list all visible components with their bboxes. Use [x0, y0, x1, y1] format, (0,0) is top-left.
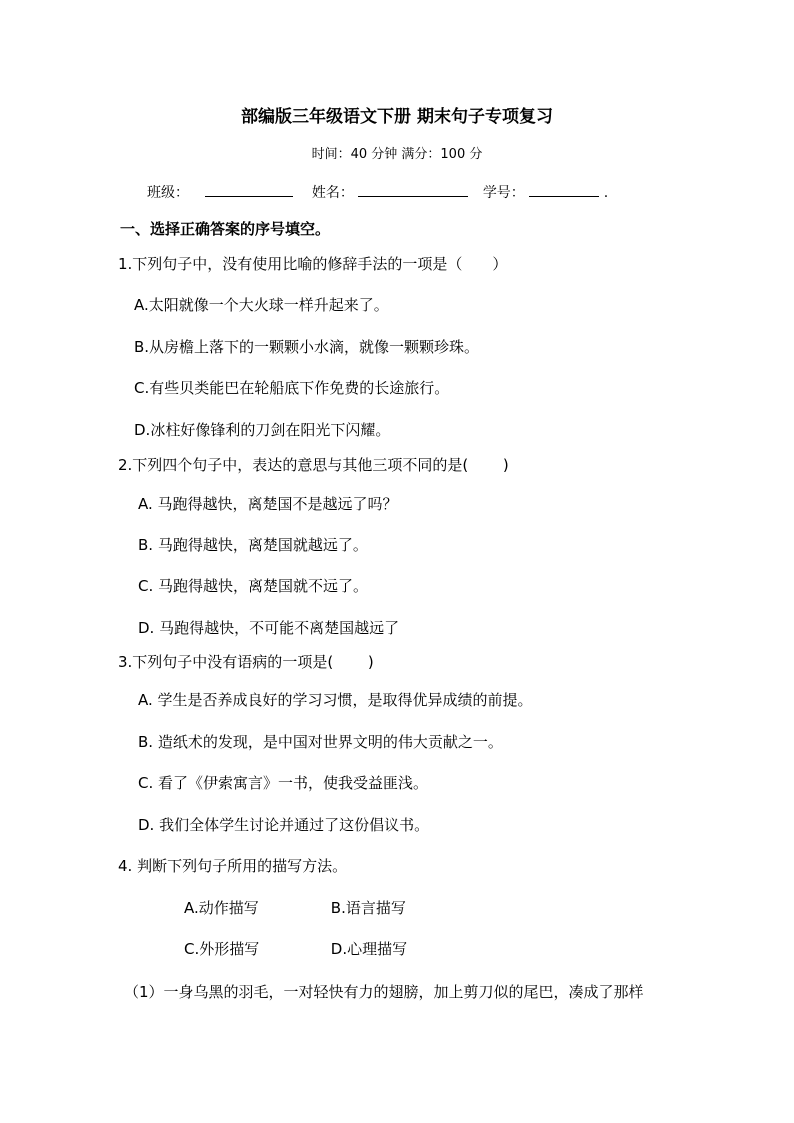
question-4-methods-row-2 — [184, 939, 407, 959]
question-1-stem: 1.下列句子中，没有使用比喻的修辞手法的一项是（ ） — [118, 255, 508, 273]
question-4-stem: 4. 判断下列句子所用的描写方法。 — [118, 857, 348, 875]
class-blank[interactable] — [205, 182, 293, 197]
question-4-methods-row-1 — [184, 898, 406, 918]
question-3-option-c: C. 看了《伊索寓言》一书，使我受益匪浅。 — [138, 774, 429, 792]
method-c: C.外形描写 — [184, 940, 260, 958]
name-blank[interactable] — [358, 182, 468, 197]
question-3-option-d: D. 我们全体学生讨论并通过了这份倡议书。 — [138, 816, 430, 834]
question-2-option-a: A. 马跑得越快，离楚国不是越远了吗？ — [138, 495, 398, 513]
id-blank[interactable] — [529, 182, 599, 197]
end-mark: . — [603, 185, 609, 201]
method-d: D.心理描写 — [330, 940, 408, 958]
exam-meta: 时间：40 分钟 满分：100 分 — [311, 147, 483, 162]
page-title: 部编版三年级语文下册 期末句子专项复习 — [241, 107, 553, 127]
name-label: 姓名： — [311, 185, 354, 201]
section-heading: 一、选择正确答案的序号填空。 — [120, 220, 331, 238]
class-label: 班级： — [147, 185, 189, 201]
question-4-item-1: （1）一身乌黑的羽毛，一对轻快有力的翅膀，加上剪刀似的尾巴，凑成了那样 — [124, 983, 644, 1001]
question-1-option-b: B.从房檐上落下的一颗颗小水滴，就像一颗颗珍珠。 — [134, 338, 480, 356]
question-1-option-d: D.冰柱好像锋利的刀剑在阳光下闪耀。 — [134, 421, 391, 439]
question-3-stem: 3.下列句子中没有语病的一项是( ) — [118, 653, 374, 671]
id-label: 学号： — [482, 185, 525, 201]
question-2-option-d: D. 马跑得越快，不可能不离楚国越远了 — [138, 619, 400, 637]
student-info-row — [147, 182, 608, 203]
question-3-option-a: A. 学生是否养成良好的学习习惯，是取得优异成绩的前提。 — [138, 691, 533, 709]
question-1-option-c: C.有些贝类能巴在轮船底下作免费的长途旅行。 — [134, 379, 450, 397]
question-2-stem: 2.下列四个句子中，表达的意思与其他三项不同的是( ) — [118, 456, 509, 474]
method-b: B.语言描写 — [330, 899, 406, 917]
question-2-option-b: B. 马跑得越快，离楚国就越远了。 — [138, 536, 368, 554]
question-3-option-b: B. 造纸术的发现，是中国对世界文明的伟大贡献之一。 — [138, 733, 503, 751]
question-1-option-a: A.太阳就像一个大火球一样升起来了。 — [134, 296, 389, 314]
question-2-option-c: C. 马跑得越快，离楚国就不远了。 — [138, 577, 369, 595]
method-a: A.动作描写 — [184, 899, 259, 917]
